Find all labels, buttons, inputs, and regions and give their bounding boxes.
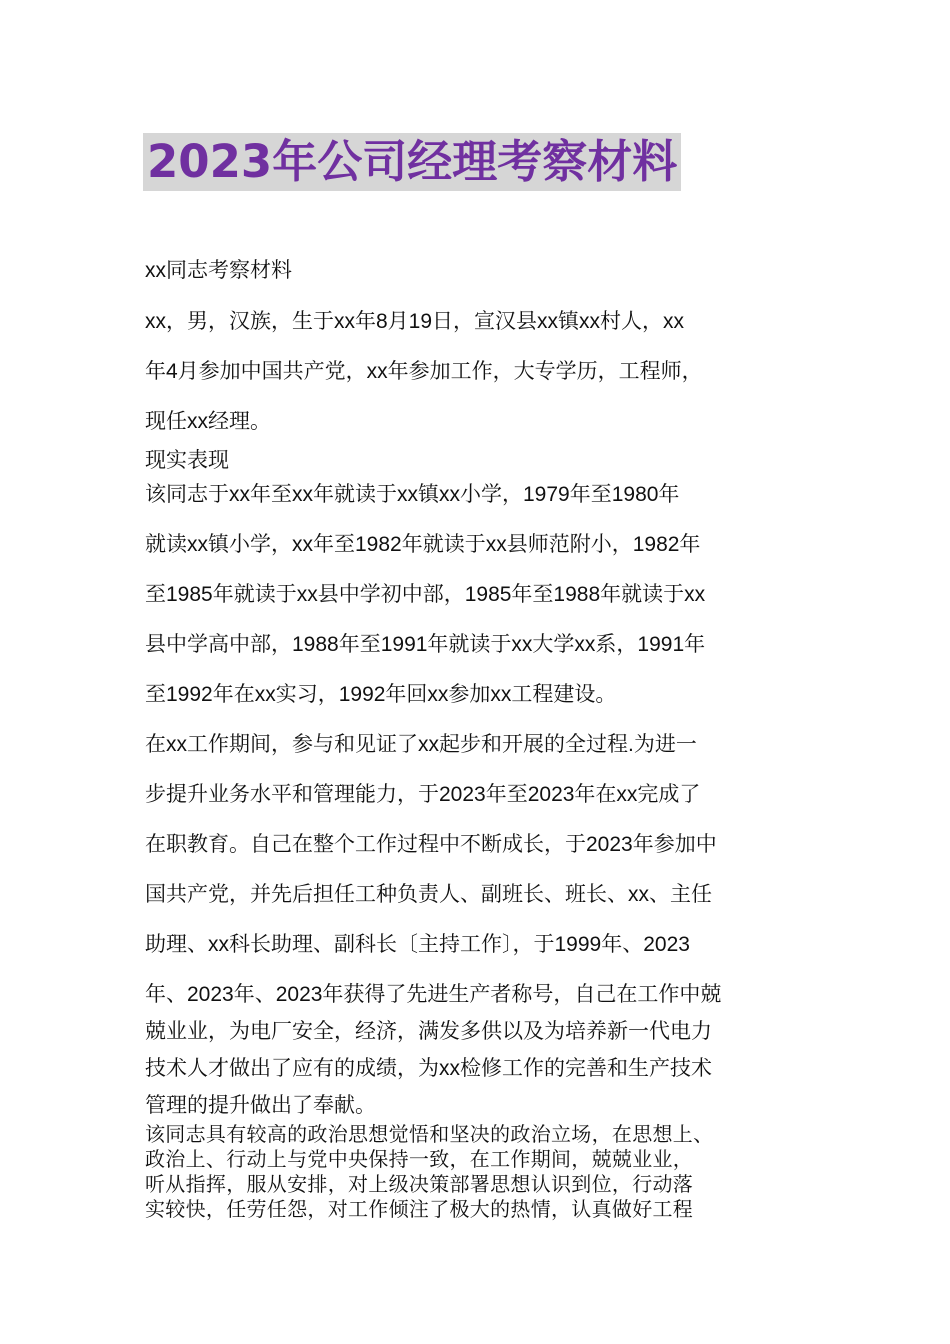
- para2-line-5: 助理、xx科长助理、副科长〔主持工作〕，于1999年、2023: [145, 933, 690, 956]
- para2-line-3: 在职教育。自己在整个工作过程中不断成长，于2023年参加中: [145, 833, 717, 856]
- para2-line-2: 步提升业务水平和管理能力，于2023年至2023年在xx完成了: [145, 783, 701, 806]
- para3-line-3: 听从指挥，服从安排，对上级决策部署思想认识到位，行动落: [145, 1172, 694, 1196]
- para1-line-1: 该同志于xx年至xx年就读于xx镇xx小学，1979年至1980年: [145, 483, 680, 506]
- para1-line-5: 至1992年在xx实习，1992年回xx参加xx工程建设。: [145, 683, 617, 706]
- document-title: 2023年公司经理考察材料: [143, 133, 681, 191]
- para2-line-9: 管理的提升做出了奉献。: [145, 1094, 376, 1117]
- intro-line-1: xx，男，汉族，生于xx年8月19日，宣汉县xx镇xx村人，xx: [145, 310, 685, 333]
- para3-line-2: 政治上、行动上与党中央保持一致，在工作期间，兢兢业业，: [145, 1147, 694, 1171]
- document-subtitle: xx同志考察材料: [145, 259, 292, 282]
- section-heading: 现实表现: [145, 449, 229, 472]
- para1-line-2: 就读xx镇小学，xx年至1982年就读于xx县师范附小，1982年: [145, 533, 701, 556]
- intro-line-3: 现任xx经理。: [145, 410, 271, 433]
- para2-line-8: 技术人才做出了应有的成绩，为xx检修工作的完善和生产技术: [145, 1057, 712, 1080]
- intro-line-2: 年4月参加中国共产党，xx年参加工作，大专学历，工程师，: [145, 360, 703, 383]
- para1-line-3: 至1985年就读于xx县中学初中部，1985年至1988年就读于xx: [145, 583, 706, 606]
- para2-line-6: 年、2023年、2023年获得了先进生产者称号，自己在工作中兢: [145, 983, 722, 1006]
- para3-line-1: 该同志具有较高的政治思想觉悟和坚决的政治立场，在思想上、: [145, 1122, 714, 1146]
- para1-line-4: 县中学高中部，1988年至1991年就读于xx大学xx系，1991年: [145, 633, 706, 656]
- para2-line-1: 在xx工作期间，参与和见证了xx起步和开展的全过程.为进一: [145, 733, 697, 756]
- para2-line-7: 兢业业，为电厂安全，经济，满发多供以及为培养新一代电力: [145, 1020, 712, 1043]
- para3-line-4: 实较快，任劳任怨，对工作倾注了极大的热情，认真做好工程: [145, 1197, 694, 1221]
- para2-line-4: 国共产党，并先后担任工种负责人、副班长、班长、xx、主任: [145, 883, 712, 906]
